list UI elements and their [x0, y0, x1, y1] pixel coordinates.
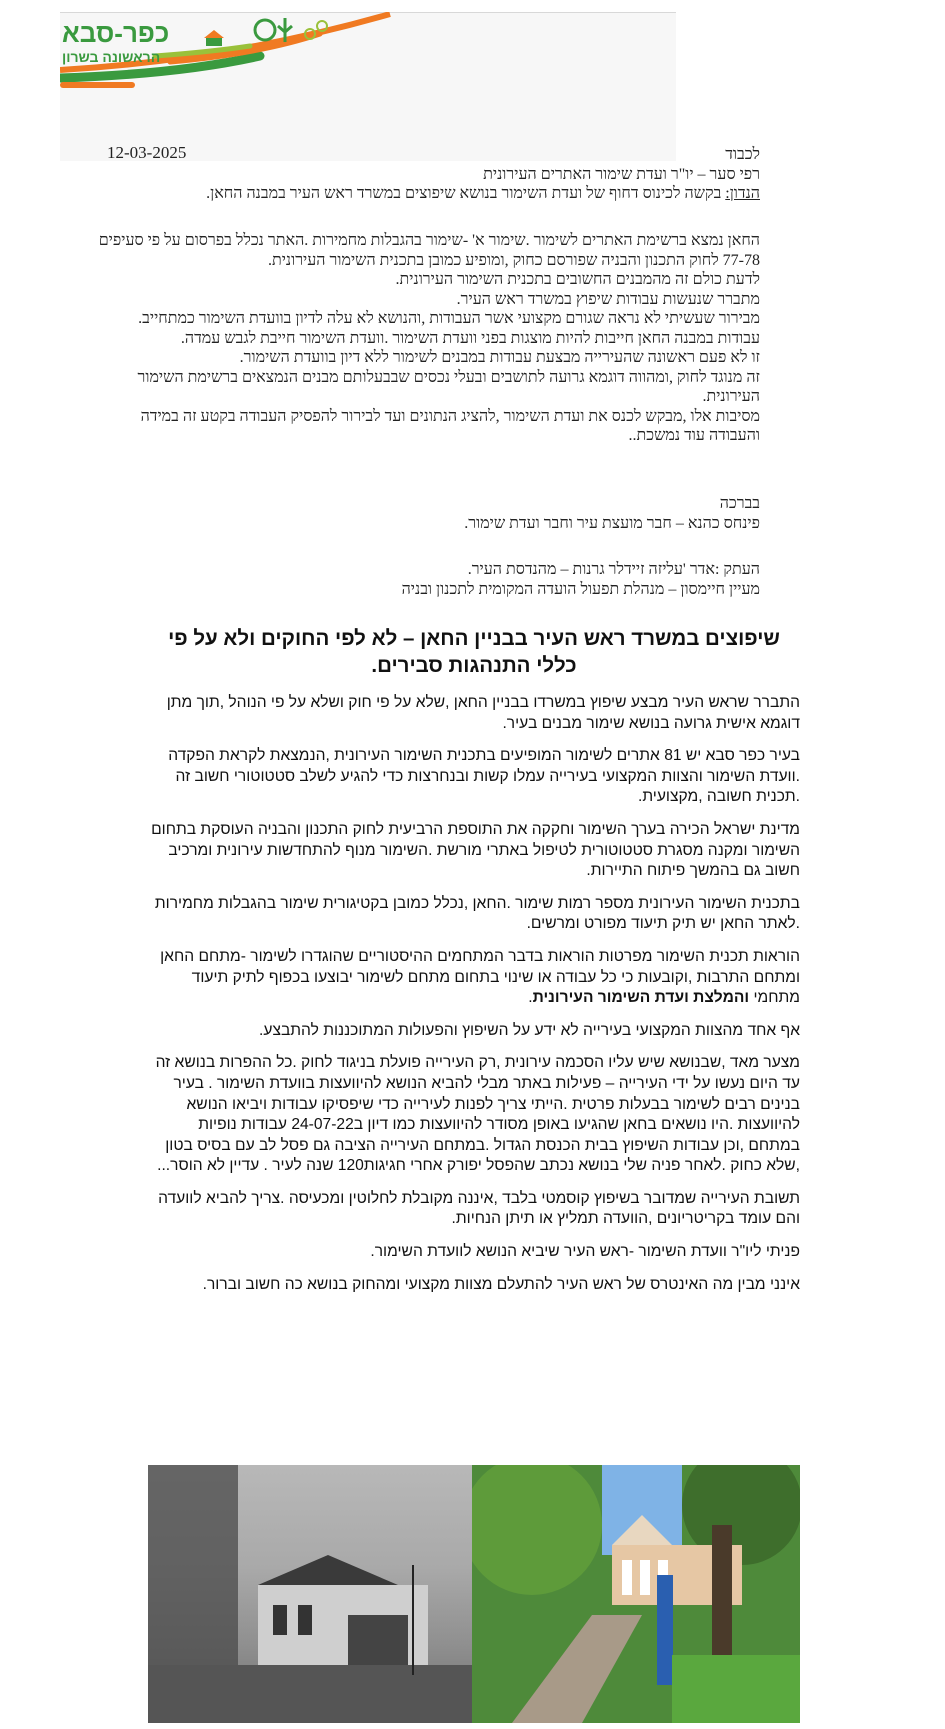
article-title: שיפוצים במשרד ראש העיר בבניין החאן – לא לפי החוקים ולא על פי כללי התנהגות סבירים.	[168, 627, 780, 677]
body-line: זה מנוגד לחוק ,ומהווה דוגמא גרועה לתושבים ובעלי נכסים שבבעלותם מבנים הנמצאים ברשימת השימור העירונית.	[137, 368, 760, 405]
signature: פינחס כהנא – חבר מועצת עיר וחבר ועדת שימור.	[464, 514, 760, 532]
body-line: מסיבות אלו ,מבקש לכנס את ועדת השימור ,להציג הנתונים ועד לבירור להפסיק העבודה בקטע זה במידה והעבודה עוד נמשכת..	[140, 407, 760, 444]
kfar-saba-logo	[60, 12, 480, 102]
article-paragraph: מצער מאד ,שבנושא שיש עליו הסכמה עירונית ,רק העירייה פועלת בניגוד לחוק .כל ההפרות בנושא זה עד היום נעשו על ידי העירייה – פעילות באתר מבלי להביא הנושא להיוועצות בוועדת השימור . בעיר בנינים רבים לשימור בבעלות פרטית .הייתי צריך לפנות לעירייה כדי שיפסיקו עבודות ויביאו הנושא להיוועצות .היו נושאים בחאן שהגיעו באופן מסודר להיוועצות כמו דיון ב24-07-22 עבודות נופיות במתחם ,וכן עבודות השיפוץ בבית הכנסת הגדול .במתחם העירייה הציבה גם פסל לב עם בסיס בטון ,שלא כחוק .לאחר פניה שלי בנושא נכתב שהפסל יפורק אחרי חגיגות120 שנה לעיר . עדיין לא הוסר...	[155, 1054, 800, 1175]
article-paragraph: מדינת ישראל הכירה בערך השימור וחקקה את התוספת הרביעית לחוק התכנון והבניה העוסקת בתחום השימור ומקנה מסגרת סטטוטורית לטיפול באתרי מורשת .השימור מנוף להתחדשות עירונית ומרכיב חשוב גם בהמשך פיתוח התיירות.	[151, 820, 800, 880]
svg-text:כפר-סבא: כפר-סבא	[62, 18, 170, 48]
letter-body	[90, 231, 760, 446]
closing: בברכה	[719, 495, 760, 512]
body-line: לדעת כולם זה מהמבנים החשובים בתכנית השימור העירונית.	[395, 271, 760, 288]
article-paragraph: תשובת העירייה שמדובר בשיפוץ קוסמטי בלבד ,איננה מקובלת לחלוטין ומכעיסה .צריך להביא לוועדה והם עומד בקריטריונים ,הוועדה תמליץ או תיתן הנחיות.	[158, 1189, 800, 1228]
photo-strip	[148, 1465, 800, 1723]
article-paragraph: בעיר כפר סבא יש 81 אתרים לשימור המופיעים בתכנית השימור העירונית ,הנמצאת לקראת הפקדה .וועדת השימור והצוות המקצועי בעירייה עמלו קשות ובנחרצות כדי להגיע לשלב סטטוטורי חשוב זה .תכנית חשובה ,מקצועית.	[168, 747, 800, 806]
body-line: עבודות במבנה החאן חייבות להיות מוצגות בפני וועדת השימור .וועדת השימור חייבת לגבש עמדה.	[180, 329, 760, 347]
current-building-image	[472, 1465, 800, 1723]
subject-label: הנדון:	[725, 185, 760, 202]
historic-building-image	[148, 1465, 472, 1723]
recipient: רפי סער – יו"ר ועדת שימור האתרים העירונית	[483, 165, 760, 183]
article-paragraph: בתכנית השימור העירונית מספר רמות שימור .החאן ,נכלל כמובן בקטיגורית שימור בהגבלות מחמירות .לאתר החאן יש תיק תיעוד מפורט ומרשים.	[154, 894, 800, 933]
letter-header	[90, 145, 760, 204]
letter-closing	[90, 494, 760, 533]
article-paragraph: התברר שראש העיר מבצע שיפוץ במשרדו בבניין החאן ,שלא על פי חוק ושלא על פי הנוהל ,תוך מתן דוגמא אישית גרועה בנושא שימור מבנים בעיר.	[166, 694, 800, 732]
body-line: מתברר שנעשות עבודות שיפוץ במשרד ראש העיר.	[456, 290, 760, 308]
body-line: החאן נמצא ברשימת האתרים לשימור .שימור א' -שימור בהגבלות מחמירות .האתר נכלל בפרסום על פי סעיפים 77-78 לחוק התכנון והבניה שפורסם כחוק ,ומופיע כמובן בתכנית השימור העירונית.	[98, 232, 760, 269]
cc-line: מעיין חיימסון – מנהלת תפעול הועדה המקומית לתכנון ובניה	[401, 580, 760, 598]
subject-line	[90, 184, 760, 204]
to-label: לכבוד	[725, 146, 760, 163]
current-khan-photo	[472, 1465, 800, 1723]
article-paragraph	[148, 947, 800, 1009]
article	[148, 625, 800, 1307]
paragraph-bold-text: והמלצת ועדת השימור העירונית	[532, 989, 750, 1007]
cc-line: העתק :אדר 'עליזה זיידלר גרנות – מהנדסת העיר.	[467, 561, 760, 578]
body-line: מבירור שעשיתי לא נראה שגורם מקצועי אשר העבודות ,והנושא לא עלה לדיון בוועדת השימור כמתחייב.	[138, 310, 760, 327]
letter-cc	[90, 560, 760, 599]
article-paragraph: אף אחד מהצוות המקצועי בעירייה לא ידע על השיפוץ והפעולות המתוכננות להתבצע.	[259, 1021, 800, 1039]
body-line: זו לא פעם ראשונה שהעירייה מבצעת עבודות במבנים לשימור ללא דיון בוועדת השימור.	[239, 349, 760, 366]
letter-date: 12-03-2025	[107, 143, 187, 162]
paragraph-text: הוראות תכנית השימור מפרטות הוראות בדבר המתחמים ההיסטוריים שהוגדרו לשימור -מתחם החאן ומתחם התרבות ,וקובעות כי כל עבודה או שינוי בתחום מתחם לשימור יבוצעו בכפוף לתיק תיעוד מתחמי	[160, 947, 800, 1007]
paragraph-text: .	[528, 989, 533, 1007]
subject-text: בקשה לכינוס דחוף של ועדת השימור בנושא שיפוצים במשרד ראש העיר במבנה החאן.	[206, 185, 726, 202]
svg-text:הראשונה בשרון: הראשונה בשרון	[62, 49, 161, 65]
article-paragraph: פניתי ליו"ר וועדת השימור -ראש העיר שיביא הנושא לוועדת השימור.	[370, 1243, 800, 1261]
historic-khan-photo	[148, 1465, 472, 1723]
article-paragraph: אינני מבין מה האינטרס של ראש העיר להתעלם מצוות מקצועי ומהחוק בנושא כה חשוב וברור.	[202, 1275, 800, 1293]
